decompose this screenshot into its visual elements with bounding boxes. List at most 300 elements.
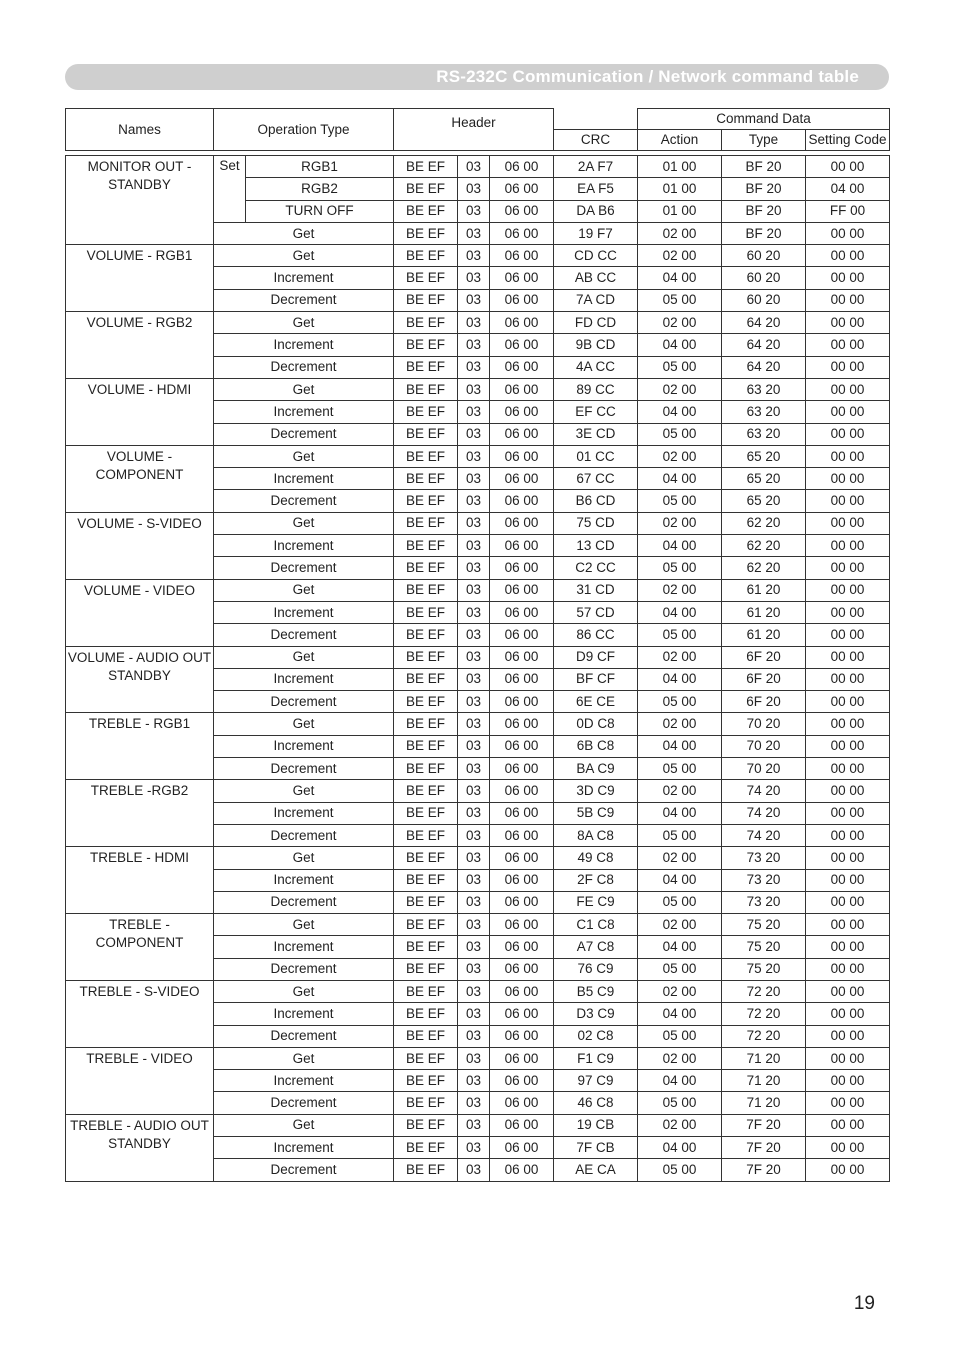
header-byte-cell: 06 00	[490, 1159, 554, 1181]
header-header-lower	[394, 130, 554, 151]
action-cell: 02 00	[638, 378, 722, 400]
header-action: Action	[638, 130, 722, 151]
set-label: Set	[214, 156, 246, 223]
crc-cell: AB CC	[554, 267, 638, 289]
action-cell: 05 00	[638, 423, 722, 445]
header-byte-cell: 06 00	[490, 668, 554, 690]
crc-cell: EA F5	[554, 178, 638, 200]
command-name: VOLUME - RGB2	[66, 312, 214, 379]
setting-code-cell: 00 00	[806, 1070, 890, 1092]
setting-code-cell: 00 00	[806, 1003, 890, 1025]
header-byte-cell: 03	[458, 780, 490, 802]
header-byte-cell: 03	[458, 936, 490, 958]
header-byte-cell: 06 00	[490, 601, 554, 623]
action-cell: 02 00	[638, 312, 722, 334]
setting-code-cell: 00 00	[806, 267, 890, 289]
table-row	[66, 646, 890, 668]
setting-code-cell: 00 00	[806, 847, 890, 869]
action-cell: 04 00	[638, 936, 722, 958]
operation-cell: Get	[214, 378, 394, 400]
header-byte-cell: 03	[458, 980, 490, 1002]
header-byte-cell: BE EF	[394, 646, 458, 668]
header-byte-cell: 03	[458, 713, 490, 735]
header-byte-cell: 03	[458, 245, 490, 267]
action-cell: 05 00	[638, 289, 722, 311]
header-byte-cell: 03	[458, 624, 490, 646]
operation-cell: Get	[214, 579, 394, 601]
type-cell: 6F 20	[722, 668, 806, 690]
action-cell: 05 00	[638, 1025, 722, 1047]
setting-code-cell: 00 00	[806, 624, 890, 646]
operation-cell: Increment	[214, 936, 394, 958]
header-byte-cell: 06 00	[490, 156, 554, 178]
header-byte-cell: 03	[458, 178, 490, 200]
header-byte-cell: 06 00	[490, 178, 554, 200]
type-cell: 70 20	[722, 735, 806, 757]
header-byte-cell: BE EF	[394, 601, 458, 623]
crc-cell: 97 C9	[554, 1070, 638, 1092]
action-cell: 01 00	[638, 156, 722, 178]
operation-cell: Get	[214, 512, 394, 534]
setting-code-cell: 00 00	[806, 1137, 890, 1159]
header-byte-cell: BE EF	[394, 914, 458, 936]
header-byte-cell: 06 00	[490, 334, 554, 356]
header-byte-cell: BE EF	[394, 178, 458, 200]
action-cell: 05 00	[638, 624, 722, 646]
header-byte-cell: 03	[458, 356, 490, 378]
setting-code-cell: 00 00	[806, 445, 890, 467]
setting-code-cell: 00 00	[806, 289, 890, 311]
setting-code-cell: 00 00	[806, 579, 890, 601]
operation-cell: Decrement	[214, 490, 394, 512]
header-setting-code: Setting Code	[806, 130, 890, 151]
header-byte-cell: BE EF	[394, 334, 458, 356]
header-byte-cell: 03	[458, 668, 490, 690]
type-cell: 7F 20	[722, 1137, 806, 1159]
header-byte-cell: 03	[458, 312, 490, 334]
crc-cell: 7A CD	[554, 289, 638, 311]
crc-cell: 31 CD	[554, 579, 638, 601]
crc-cell: B5 C9	[554, 980, 638, 1002]
header-names: Names	[66, 109, 214, 151]
command-name: VOLUME - RGB1	[66, 245, 214, 312]
setting-code-cell: 00 00	[806, 1114, 890, 1136]
type-cell: 71 20	[722, 1070, 806, 1092]
table-row	[66, 579, 890, 601]
header-byte-cell: BE EF	[394, 1159, 458, 1181]
header-byte-cell: 03	[458, 958, 490, 980]
action-cell: 05 00	[638, 356, 722, 378]
type-cell: 62 20	[722, 512, 806, 534]
header-byte-cell: BE EF	[394, 958, 458, 980]
header-byte-cell: BE EF	[394, 468, 458, 490]
header-byte-cell: BE EF	[394, 847, 458, 869]
header-byte-cell: 06 00	[490, 869, 554, 891]
type-cell: 72 20	[722, 980, 806, 1002]
header-byte-cell: 06 00	[490, 824, 554, 846]
setting-code-cell: 04 00	[806, 178, 890, 200]
header-byte-cell: 06 00	[490, 758, 554, 780]
operation-cell: Decrement	[214, 423, 394, 445]
operation-cell: Increment	[214, 601, 394, 623]
header-byte-cell: 06 00	[490, 646, 554, 668]
header-byte-cell: 03	[458, 1092, 490, 1114]
type-cell: 74 20	[722, 780, 806, 802]
header-byte-cell: 03	[458, 200, 490, 222]
header-byte-cell: BE EF	[394, 891, 458, 913]
header-byte-cell: 06 00	[490, 891, 554, 913]
header-byte-cell: 06 00	[490, 914, 554, 936]
header-byte-cell: BE EF	[394, 668, 458, 690]
setting-code-cell: 00 00	[806, 1047, 890, 1069]
type-cell: 60 20	[722, 289, 806, 311]
setting-code-cell: 00 00	[806, 401, 890, 423]
setting-code-cell: 00 00	[806, 891, 890, 913]
header-byte-cell: BE EF	[394, 1070, 458, 1092]
crc-cell: 13 CD	[554, 535, 638, 557]
table-row	[66, 980, 890, 1002]
operation-cell: Get	[214, 1114, 394, 1136]
header-byte-cell: 03	[458, 423, 490, 445]
header-byte-cell: BE EF	[394, 356, 458, 378]
crc-cell: 46 C8	[554, 1092, 638, 1114]
operation-cell: Decrement	[214, 824, 394, 846]
header-byte-cell: 03	[458, 735, 490, 757]
setting-code-cell: 00 00	[806, 691, 890, 713]
header-byte-cell: 03	[458, 557, 490, 579]
header-operation-type: Operation Type	[214, 109, 394, 151]
setting-code-cell: 00 00	[806, 914, 890, 936]
header-byte-cell: 03	[458, 445, 490, 467]
setting-code-cell: 00 00	[806, 312, 890, 334]
type-cell: 75 20	[722, 958, 806, 980]
section-banner	[65, 64, 889, 90]
crc-cell: 19 F7	[554, 222, 638, 244]
crc-cell: AE CA	[554, 1159, 638, 1181]
header-byte-cell: 03	[458, 267, 490, 289]
header-header: Header	[394, 109, 554, 130]
crc-cell: D3 C9	[554, 1003, 638, 1025]
setting-code-cell: 00 00	[806, 222, 890, 244]
header-byte-cell: 03	[458, 535, 490, 557]
operation-cell: Increment	[214, 802, 394, 824]
action-cell: 04 00	[638, 267, 722, 289]
type-cell: 73 20	[722, 891, 806, 913]
header-crc: CRC	[554, 130, 638, 151]
operation-cell: Increment	[214, 468, 394, 490]
crc-cell: F1 C9	[554, 1047, 638, 1069]
operation-cell: Increment	[214, 267, 394, 289]
type-cell: 71 20	[722, 1047, 806, 1069]
operation-cell: Get	[214, 646, 394, 668]
header-byte-cell: BE EF	[394, 1092, 458, 1114]
crc-cell: 57 CD	[554, 601, 638, 623]
operation-cell: Increment	[214, 401, 394, 423]
header-byte-cell: 06 00	[490, 289, 554, 311]
action-cell: 04 00	[638, 334, 722, 356]
setting-code-cell: 00 00	[806, 713, 890, 735]
type-cell: 75 20	[722, 936, 806, 958]
header-byte-cell: 06 00	[490, 1047, 554, 1069]
header-byte-cell: 06 00	[490, 1114, 554, 1136]
action-cell: 05 00	[638, 891, 722, 913]
action-cell: 04 00	[638, 401, 722, 423]
setting-code-cell: 00 00	[806, 958, 890, 980]
header-byte-cell: 06 00	[490, 200, 554, 222]
crc-cell: C1 C8	[554, 914, 638, 936]
type-cell: 74 20	[722, 802, 806, 824]
crc-cell: 75 CD	[554, 512, 638, 534]
type-cell: 72 20	[722, 1003, 806, 1025]
header-byte-cell: 03	[458, 1025, 490, 1047]
header-byte-cell: 06 00	[490, 423, 554, 445]
type-cell: BF 20	[722, 156, 806, 178]
command-name: TREBLE - AUDIO OUT STANDBY	[66, 1114, 214, 1181]
setting-code-cell: 00 00	[806, 1159, 890, 1181]
header-byte-cell: 06 00	[490, 267, 554, 289]
action-cell: 01 00	[638, 178, 722, 200]
type-cell: BF 20	[722, 200, 806, 222]
type-cell: 64 20	[722, 312, 806, 334]
operation-cell: Decrement	[214, 624, 394, 646]
action-cell: 04 00	[638, 735, 722, 757]
type-cell: 62 20	[722, 535, 806, 557]
crc-cell: 7F CB	[554, 1137, 638, 1159]
header-byte-cell: BE EF	[394, 557, 458, 579]
header-byte-cell: 06 00	[490, 356, 554, 378]
header-byte-cell: 06 00	[490, 780, 554, 802]
table-row	[66, 245, 890, 267]
header-byte-cell: 03	[458, 1159, 490, 1181]
operation-cell: Get	[214, 245, 394, 267]
operation-cell: Decrement	[214, 891, 394, 913]
header-byte-cell: 03	[458, 579, 490, 601]
crc-cell: 89 CC	[554, 378, 638, 400]
header-byte-cell: 06 00	[490, 245, 554, 267]
header-byte-cell: 06 00	[490, 222, 554, 244]
header-byte-cell: BE EF	[394, 1137, 458, 1159]
operation-cell: Get	[214, 1047, 394, 1069]
header-byte-cell: 03	[458, 1070, 490, 1092]
header-byte-cell: 06 00	[490, 691, 554, 713]
setting-code-cell: 00 00	[806, 490, 890, 512]
setting-code-cell: 00 00	[806, 468, 890, 490]
type-cell: BF 20	[722, 222, 806, 244]
header-byte-cell: 03	[458, 401, 490, 423]
operation-cell: Increment	[214, 334, 394, 356]
setting-code-cell: 00 00	[806, 758, 890, 780]
type-cell: 70 20	[722, 758, 806, 780]
type-cell: 60 20	[722, 245, 806, 267]
type-cell: 6F 20	[722, 646, 806, 668]
setting-code-cell: 00 00	[806, 936, 890, 958]
header-byte-cell: BE EF	[394, 980, 458, 1002]
header-byte-cell: BE EF	[394, 245, 458, 267]
header-byte-cell: BE EF	[394, 869, 458, 891]
operation-cell: RGB2	[246, 178, 394, 200]
header-byte-cell: 03	[458, 1047, 490, 1069]
table-row	[66, 512, 890, 534]
table-row	[66, 713, 890, 735]
action-cell: 04 00	[638, 1070, 722, 1092]
setting-code-cell: 00 00	[806, 423, 890, 445]
header-byte-cell: BE EF	[394, 579, 458, 601]
action-cell: 02 00	[638, 914, 722, 936]
action-cell: 05 00	[638, 1159, 722, 1181]
command-name: TREBLE - HDMI	[66, 847, 214, 914]
header-byte-cell: BE EF	[394, 423, 458, 445]
operation-cell: Get	[214, 847, 394, 869]
crc-cell: 2F C8	[554, 869, 638, 891]
setting-code-cell: 00 00	[806, 735, 890, 757]
crc-cell: 01 CC	[554, 445, 638, 467]
setting-code-cell: 00 00	[806, 780, 890, 802]
type-cell: 63 20	[722, 378, 806, 400]
operation-cell: Get	[214, 445, 394, 467]
table-row	[66, 780, 890, 802]
crc-cell: 67 CC	[554, 468, 638, 490]
action-cell: 02 00	[638, 980, 722, 1002]
header-byte-cell: 03	[458, 891, 490, 913]
crc-cell: A7 C8	[554, 936, 638, 958]
crc-cell: 2A F7	[554, 156, 638, 178]
header-byte-cell: BE EF	[394, 624, 458, 646]
type-cell: 75 20	[722, 914, 806, 936]
header-byte-cell: 06 00	[490, 579, 554, 601]
header-byte-cell: BE EF	[394, 824, 458, 846]
action-cell: 01 00	[638, 200, 722, 222]
action-cell: 05 00	[638, 758, 722, 780]
header-byte-cell: 03	[458, 824, 490, 846]
type-cell: 7F 20	[722, 1114, 806, 1136]
header-byte-cell: BE EF	[394, 1047, 458, 1069]
header-byte-cell: BE EF	[394, 780, 458, 802]
setting-code-cell: 00 00	[806, 245, 890, 267]
header-type: Type	[722, 130, 806, 151]
header-byte-cell: 03	[458, 490, 490, 512]
header-byte-cell: BE EF	[394, 289, 458, 311]
action-cell: 02 00	[638, 222, 722, 244]
action-cell: 02 00	[638, 847, 722, 869]
type-cell: 63 20	[722, 401, 806, 423]
type-cell: 61 20	[722, 579, 806, 601]
action-cell: 04 00	[638, 1003, 722, 1025]
header-byte-cell: 06 00	[490, 468, 554, 490]
header-byte-cell: 03	[458, 334, 490, 356]
header-byte-cell: BE EF	[394, 936, 458, 958]
type-cell: 65 20	[722, 490, 806, 512]
type-cell: 65 20	[722, 445, 806, 467]
operation-cell: RGB1	[246, 156, 394, 178]
operation-cell: Decrement	[214, 691, 394, 713]
header-byte-cell: 03	[458, 1137, 490, 1159]
header-byte-cell: 06 00	[490, 490, 554, 512]
table-header	[66, 109, 890, 156]
header-byte-cell: BE EF	[394, 512, 458, 534]
header-byte-cell: 06 00	[490, 512, 554, 534]
operation-cell: Increment	[214, 1003, 394, 1025]
header-byte-cell: 06 00	[490, 624, 554, 646]
setting-code-cell: 00 00	[806, 535, 890, 557]
crc-cell: 9B CD	[554, 334, 638, 356]
action-cell: 04 00	[638, 601, 722, 623]
header-byte-cell: 06 00	[490, 445, 554, 467]
action-cell: 05 00	[638, 958, 722, 980]
setting-code-cell: 00 00	[806, 668, 890, 690]
header-byte-cell: 03	[458, 156, 490, 178]
crc-cell: BA C9	[554, 758, 638, 780]
action-cell: 04 00	[638, 535, 722, 557]
header-byte-cell: 03	[458, 289, 490, 311]
command-name: VOLUME - COMPONENT	[66, 445, 214, 512]
command-name: TREBLE - COMPONENT	[66, 914, 214, 981]
action-cell: 04 00	[638, 802, 722, 824]
table-row	[66, 914, 890, 936]
header-byte-cell: 06 00	[490, 557, 554, 579]
type-cell: 64 20	[722, 334, 806, 356]
setting-code-cell: 00 00	[806, 512, 890, 534]
header-byte-cell: 03	[458, 691, 490, 713]
action-cell: 04 00	[638, 1137, 722, 1159]
command-name: TREBLE - VIDEO	[66, 1047, 214, 1114]
operation-cell: Get	[214, 914, 394, 936]
header-byte-cell: 03	[458, 802, 490, 824]
action-cell: 04 00	[638, 869, 722, 891]
header-byte-cell: 06 00	[490, 735, 554, 757]
header-byte-cell: 06 00	[490, 847, 554, 869]
action-cell: 05 00	[638, 557, 722, 579]
setting-code-cell: 00 00	[806, 356, 890, 378]
command-name: VOLUME - AUDIO OUT STANDBY	[66, 646, 214, 713]
table-row	[66, 1114, 890, 1136]
operation-cell: Increment	[214, 535, 394, 557]
crc-cell: DA B6	[554, 200, 638, 222]
header-byte-cell: BE EF	[394, 222, 458, 244]
crc-cell: 4A CC	[554, 356, 638, 378]
crc-cell: 6B C8	[554, 735, 638, 757]
crc-cell: CD CC	[554, 245, 638, 267]
setting-code-cell: 00 00	[806, 601, 890, 623]
header-byte-cell: 03	[458, 914, 490, 936]
action-cell: 05 00	[638, 824, 722, 846]
setting-code-cell: FF 00	[806, 200, 890, 222]
header-byte-cell: 06 00	[490, 802, 554, 824]
crc-cell: 02 C8	[554, 1025, 638, 1047]
header-byte-cell: 03	[458, 646, 490, 668]
command-name: VOLUME - HDMI	[66, 378, 214, 445]
type-cell: 62 20	[722, 557, 806, 579]
operation-cell: Increment	[214, 668, 394, 690]
action-cell: 02 00	[638, 245, 722, 267]
operation-cell: Decrement	[214, 1092, 394, 1114]
table-row	[66, 378, 890, 400]
action-cell: 02 00	[638, 579, 722, 601]
crc-cell: BF CF	[554, 668, 638, 690]
setting-code-cell: 00 00	[806, 802, 890, 824]
header-byte-cell: BE EF	[394, 1114, 458, 1136]
operation-cell: TURN OFF	[246, 200, 394, 222]
header-byte-cell: BE EF	[394, 156, 458, 178]
crc-cell: 3E CD	[554, 423, 638, 445]
action-cell: 05 00	[638, 490, 722, 512]
header-byte-cell: BE EF	[394, 401, 458, 423]
operation-cell: Get	[214, 222, 394, 244]
setting-code-cell: 00 00	[806, 334, 890, 356]
crc-cell: C2 CC	[554, 557, 638, 579]
type-cell: 73 20	[722, 847, 806, 869]
header-byte-cell: 03	[458, 869, 490, 891]
type-cell: 65 20	[722, 468, 806, 490]
